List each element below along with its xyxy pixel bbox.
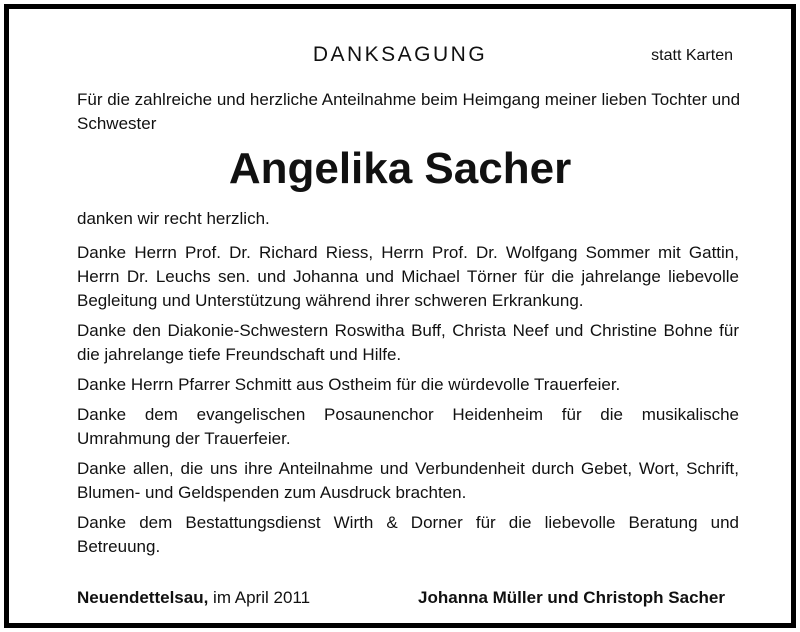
- notice-note: statt Karten: [651, 47, 733, 64]
- signatories: Johanna Müller und Christoph Sacher: [418, 588, 725, 607]
- thanks-paragraph: Danke dem evangelischen Posaunenchor Heidenheim für die musikalische Umrahmung der Trauerfeier.: [77, 405, 739, 448]
- place: Neuendettelsau,: [77, 588, 209, 607]
- thanks-paragraph: Danke Herrn Pfarrer Schmitt aus Ostheim für die würdevolle Trauerfeier.: [77, 375, 621, 394]
- thanks-line: danken wir recht herzlich.: [77, 209, 270, 228]
- thanks-paragraph: Danke Herrn Prof. Dr. Richard Riess, Herrn Prof. Dr. Wolfgang Sommer mit Gattin, Herrn Dr. Leuchs sen. und Johanna und Michael Törner für die jahrelange liebevolle Begleitung und Unterstützung während ihrer schweren Erkrankung.: [77, 243, 739, 310]
- thanks-paragraph: Danke dem Bestattungsdienst Wirth & Dorner für die liebevolle Beratung und Betreuung.: [77, 513, 739, 556]
- notice-heading: DANKSAGUNG: [312, 43, 488, 66]
- date: im April 2011: [208, 588, 311, 607]
- thanks-paragraph: Danke den Diakonie-Schwestern Roswitha Buff, Christa Neef und Christine Bohne für die jahrelange tiefe Freundschaft und Hilfe.: [77, 321, 739, 364]
- obituary-notice: [4, 4, 796, 628]
- intro-text: Für die zahlreiche und herzliche Anteilnahme beim Heimgang meiner lieben Tochter und Schwester: [77, 90, 741, 133]
- deceased-name: Angelika Sacher: [228, 144, 572, 193]
- place-date: [77, 586, 310, 610]
- thanks-body: [77, 241, 739, 565]
- thanks-paragraph: Danke allen, die uns ihre Anteilnahme und Verbundenheit durch Gebet, Wort, Schrift, Blumen- und Geldspenden zum Ausdruck brachten.: [77, 459, 739, 502]
